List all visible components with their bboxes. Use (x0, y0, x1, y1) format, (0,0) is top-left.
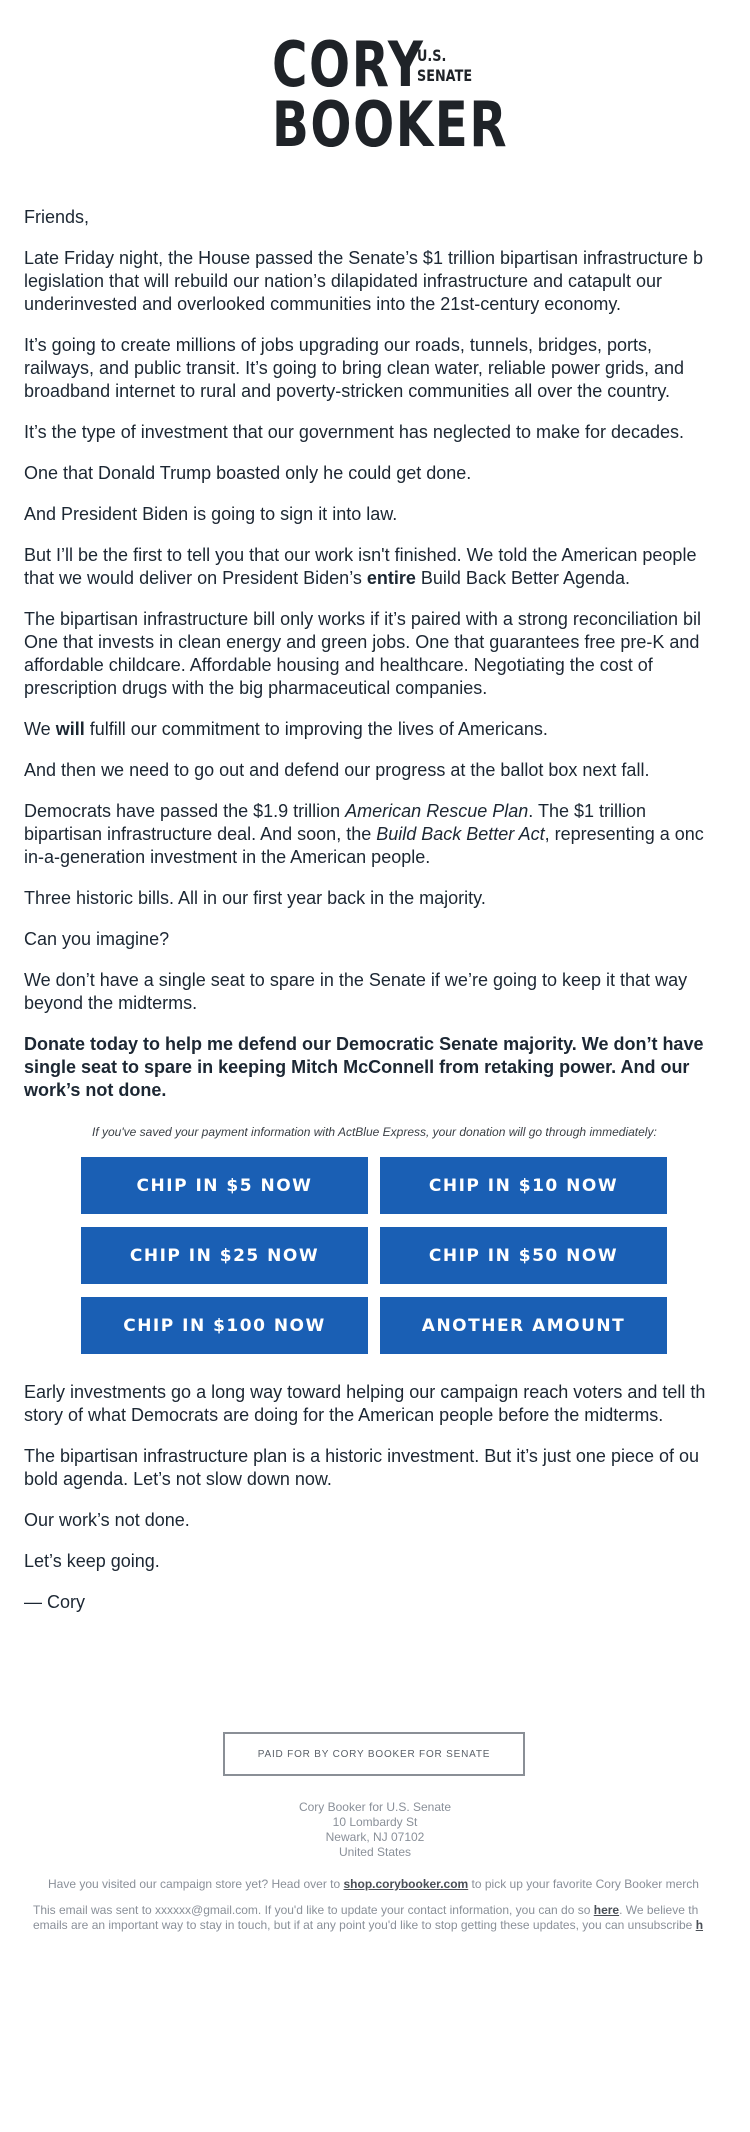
paragraph-trump: One that Donald Trump boasted only he could get done. (24, 463, 472, 483)
store-promo: Have you visited our campaign store yet? Head over to shop.corybooker.com to pick up your favorite Cory Booker merch (48, 1877, 699, 1891)
update-contact-link[interactable]: here (593, 1903, 620, 1917)
actblue-note: If you've saved your payment information with ActBlue Express, your donation will go through immediately: (92, 1125, 657, 1139)
paragraph-single-seat: We don’t have a single seat to spare in the Senate if we’re going to keep it that way beyond the midterms. (24, 970, 688, 1013)
greeting: Friends, (24, 207, 90, 227)
another-amount-button[interactable]: ANOTHER AMOUNT (380, 1297, 667, 1354)
paragraph-three-bills: Democrats have passed the $1.9 trillion American Rescue Plan. The $1 trillion bipartisan infrastructure deal. And soon, the Build Back Better Act, representing a onc in-a-generation investment in the American people. (24, 801, 704, 867)
paragraph-jobs: It’s going to create millions of jobs upgrading our roads, tunnels, bridges, ports, railways, and public transit. It’s going to bring clean water, reliable power grids, and broadband internet to rural and poverty-stricken communities all over the country. (24, 335, 685, 401)
paragraph-bold-agenda: The bipartisan infrastructure plan is a historic investment. But it’s just one piece of ou bold agenda. Let’s not slow down now. (24, 1446, 700, 1489)
mailing-address: Cory Booker for U.S. Senate 10 Lombardy St Newark, NJ 07102 United States (298, 1800, 452, 1859)
chip-in-50-button[interactable]: CHIP IN $50 NOW (380, 1227, 667, 1284)
paragraph-house-passed: Late Friday night, the House passed the Senate’s $1 trillion bipartisan infrastructure b legislation that will rebuild our nation’s dilapidated infrastructure and catapult our underinvested and overlooked communities into the 21st-century economy. (24, 248, 704, 314)
logo-wordmark (272, 28, 509, 161)
unsubscribe-link[interactable]: h (695, 1918, 704, 1932)
logo-line-booker: BOOKER (272, 88, 509, 161)
chip-in-100-button[interactable]: CHIP IN $100 NOW (81, 1297, 368, 1354)
store-link[interactable]: shop.corybooker.com (343, 1877, 469, 1891)
paragraph-reconciliation: The bipartisan infrastructure bill only works if it’s paired with a strong reconciliation bil One that invests in clean energy and green jobs. One that guarantees free pre-K and affordable childcare. Affordable housing and healthcare. Negotiating the cost of prescription drugs with the big pharmaceutical companies. (24, 609, 701, 698)
cory-booker-logo (272, 28, 509, 161)
logo-senate-label (417, 46, 472, 86)
chip-in-5-button[interactable]: CHIP IN $5 NOW (81, 1157, 368, 1214)
email-closing (24, 1381, 744, 1632)
paragraph-work-not-done: Our work’s not done. (24, 1510, 190, 1530)
paid-for-disclaimer: PAID FOR BY CORY BOOKER FOR SENATE (223, 1732, 525, 1776)
signature: — Cory (24, 1592, 86, 1612)
donate-call-to-action: Donate today to help me defend our Democratic Senate majority. We don’t have single seat to spare in keeping Mitch McConnell from retaking power. And our work’s not done. (24, 1034, 704, 1100)
paragraph-historic: Three historic bills. All in our first year back in the majority. (24, 888, 486, 908)
paragraph-biden: And President Biden is going to sign it into law. (24, 504, 398, 524)
paragraph-commitment: We will fulfill our commitment to improving the lives of Americans. (24, 719, 548, 739)
logo-line-cory: CORY (272, 28, 425, 101)
email-body (24, 206, 744, 1120)
paragraph-early-investments: Early investments go a long way toward helping our campaign reach voters and tell th story of what Democrats are doing for the American people before the midterms. (24, 1382, 706, 1425)
logo-senate: SENATE (417, 66, 473, 85)
chip-in-10-button[interactable]: CHIP IN $10 NOW (380, 1157, 667, 1214)
paragraph-investment: It’s the type of investment that our government has neglected to make for decades. (24, 422, 685, 442)
paragraph-work-not-finished: But I’ll be the first to tell you that our work isn't finished. We told the American people that we would deliver on President Biden’s entire Build Back Better Agenda. (24, 545, 697, 588)
donation-buttons (81, 1157, 669, 1354)
chip-in-25-button[interactable]: CHIP IN $25 NOW (81, 1227, 368, 1284)
paragraph-keep-going: Let’s keep going. (24, 1551, 160, 1571)
legal-notice: This email was sent to xxxxxx@gmail.com. If you'd like to update your contact information, you can do so here. We believe th emails are an important way to stay in touch, but if at any point you'd like to stop getting these updates, you can unsubscribe h (33, 1903, 704, 1932)
paragraph-ballot-box: And then we need to go out and defend our progress at the ballot box next fall. (24, 760, 650, 780)
logo-us: U.S. (417, 46, 447, 65)
paragraph-imagine: Can you imagine? (24, 929, 170, 949)
